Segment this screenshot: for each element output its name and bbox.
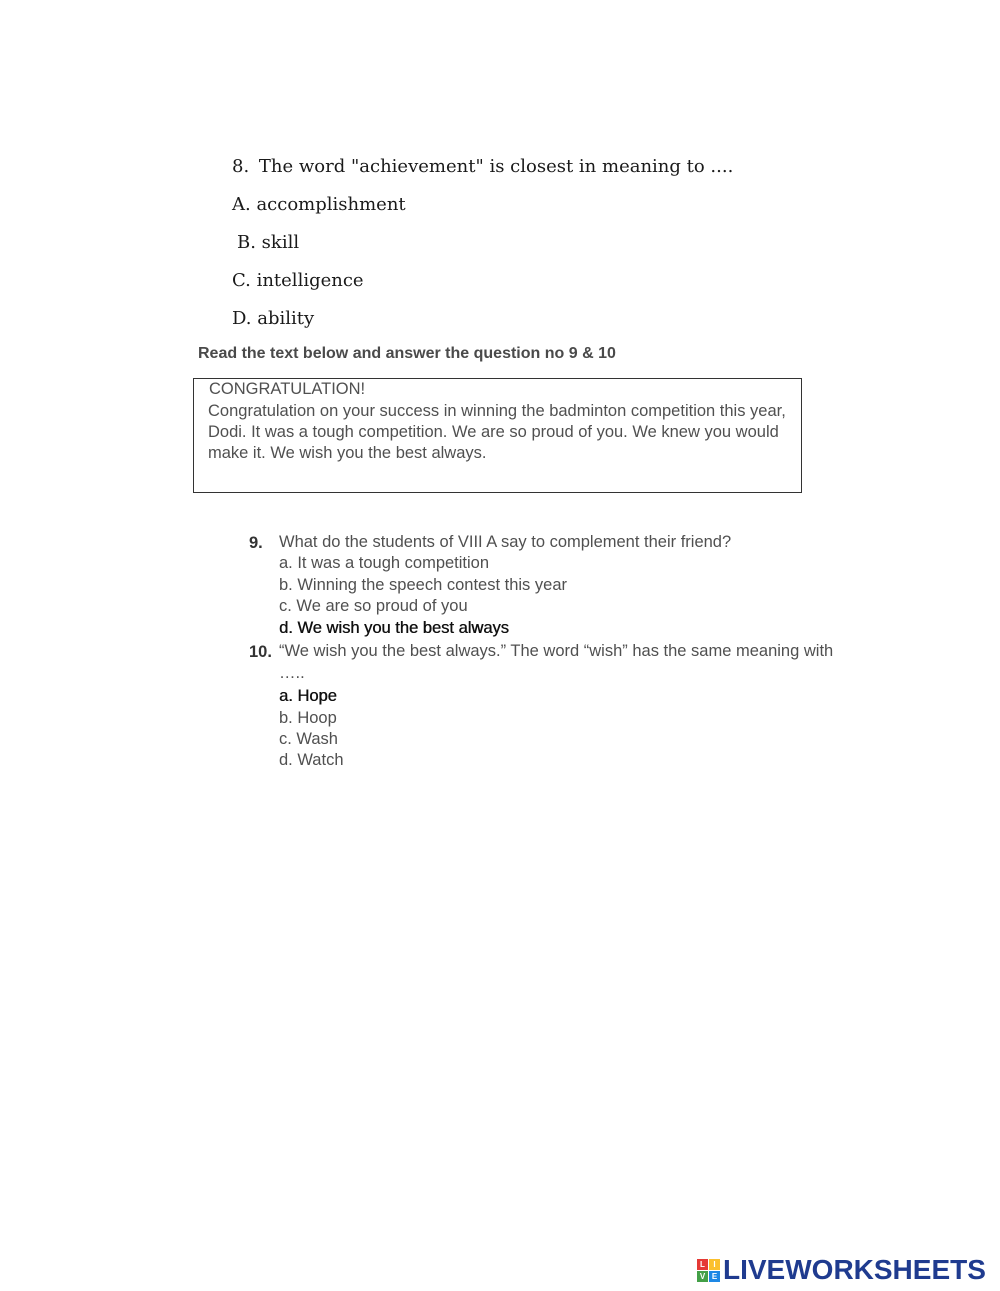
question-8-text: The word "achievement" is closest in meaning to ....	[258, 156, 734, 177]
question-8-option-b[interactable]: B. skill	[237, 232, 300, 253]
question-9-number: 9.	[249, 534, 263, 552]
passage-body: Congratulation on your success in winning the badminton competition this year, Dodi. It was a tough competition. We are so proud of you. We knew you would make it. We wish you the best always.	[208, 402, 786, 462]
logo-mark-icon	[697, 1259, 720, 1282]
passage-box	[193, 378, 802, 493]
passage-title: CONGRATULATION!	[209, 380, 366, 398]
question-8-number: 8.	[232, 156, 250, 177]
question-10-option-d[interactable]: d. Watch	[279, 751, 344, 769]
question-10-text-continued: …..	[279, 664, 305, 682]
question-9-option-a[interactable]: a. It was a tough competition	[279, 554, 490, 572]
question-10-option-c[interactable]: c. Wash	[279, 730, 338, 748]
question-8-option-c[interactable]: C. intelligence	[232, 270, 364, 291]
liveworksheets-logo	[697, 1255, 986, 1285]
question-8	[232, 156, 733, 177]
question-9-option-b[interactable]: b. Winning the speech contest this year	[279, 576, 567, 594]
question-9-option-d[interactable]: d. We wish you the best always	[279, 619, 509, 637]
question-8-option-d[interactable]: D. ability	[232, 308, 315, 329]
question-8-option-a[interactable]: A. accomplishment	[232, 194, 406, 215]
logo-wordmark: LIVEWORKSHEETS	[723, 1254, 986, 1285]
logo-letter-v: V	[697, 1271, 708, 1282]
question-10-option-b[interactable]: b. Hoop	[279, 709, 337, 727]
question-9-option-c[interactable]: c. We are so proud of you	[279, 597, 468, 615]
logo-letter-l: L	[697, 1259, 708, 1270]
question-10-number: 10.	[249, 643, 272, 661]
logo-letter-i: I	[709, 1259, 720, 1270]
question-9-text: What do the students of VIII A say to complement their friend?	[279, 533, 732, 551]
question-10-text: “We wish you the best always.” The word “wish” has the same meaning with	[279, 642, 834, 660]
logo-letter-e: E	[709, 1271, 720, 1282]
reading-instruction: Read the text below and answer the question no 9 & 10	[198, 345, 616, 362]
question-10-option-a[interactable]: a. Hope	[279, 687, 337, 705]
